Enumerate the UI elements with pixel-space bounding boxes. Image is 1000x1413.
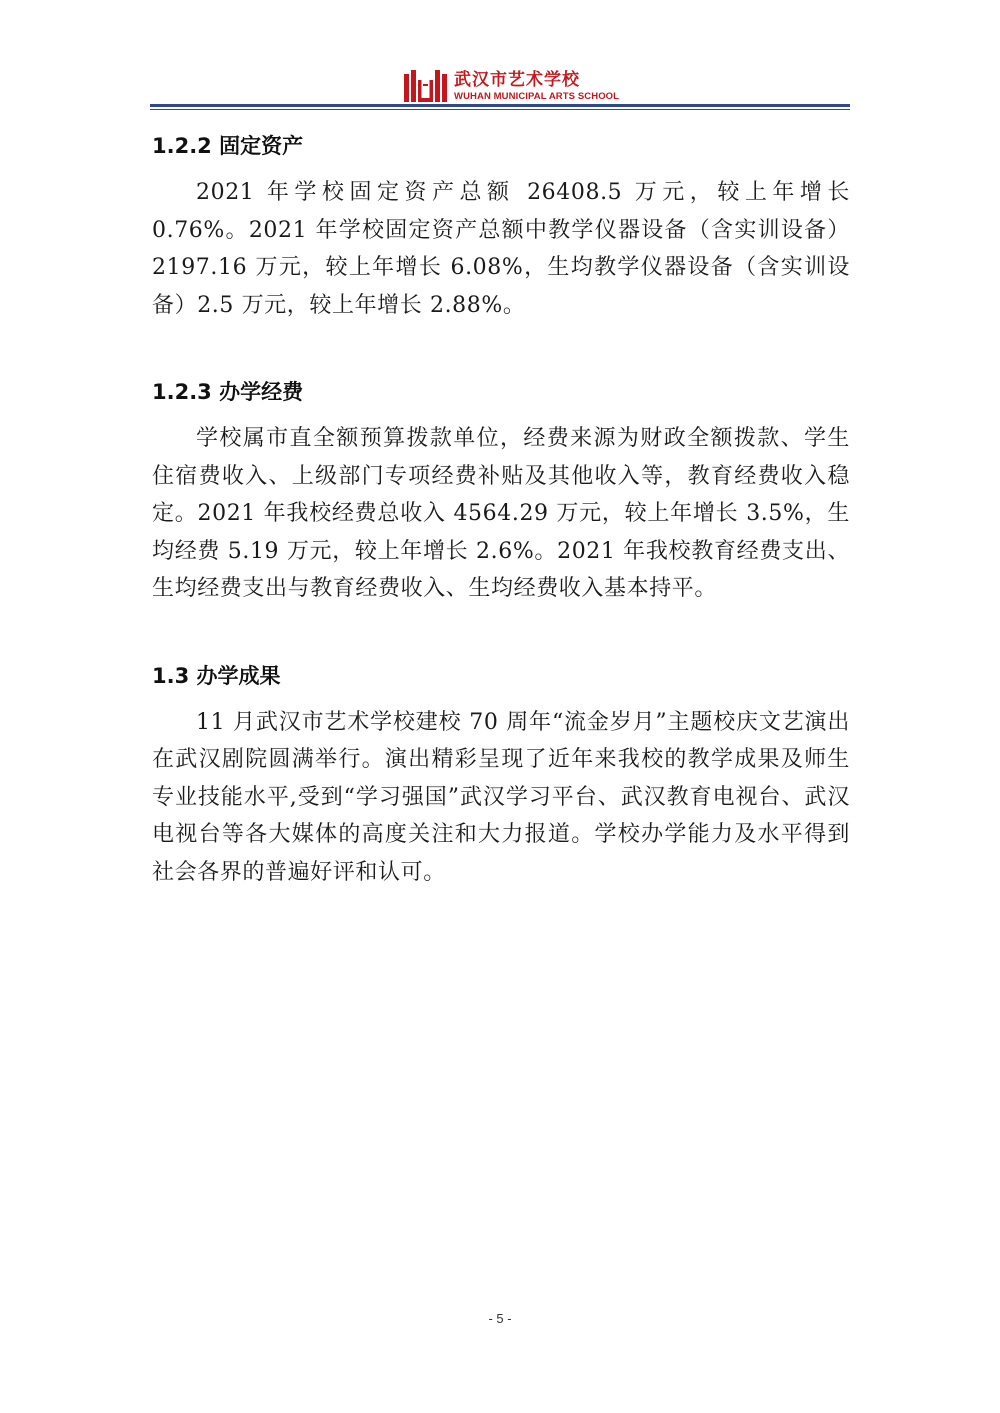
document-body	[152, 128, 850, 891]
header-rule-thin	[150, 109, 850, 110]
section-title-school-funding: 1.2.3 办学经费	[152, 380, 304, 404]
section-title-achievements: 1.3 办学成果	[152, 663, 281, 688]
school-name-en: WUHAN MUNICIPAL ARTS SCHOOL	[454, 91, 620, 102]
paragraph-fixed-assets: 2021 年学校固定资产总额 26408.5 万元，较上年增长0.76%。2021 年学校固定资产总额中教学仪器设备（含实训设备）2197.16 万元，较上年增长 6.08%，生均教学仪器设备（含实训设备）2.5 万元，较上年增长 2.88%。	[152, 180, 850, 318]
section-title-fixed-assets: 1.2.2 固定资产	[152, 134, 304, 158]
school-name-cn: 武汉市艺术学校	[454, 70, 580, 90]
page-number: - 5 -	[488, 1311, 512, 1326]
paragraph-achievements: 11 月武汉市艺术学校建校 70 周年“流金岁月”主题校庆文艺演出在武汉剧院圆满举行。演出精彩呈现了近年来我校的教学成果及师生专业技能水平,受到“学习强国”武汉学习平台、武汉教育电视台、武汉电视台等各大媒体的高度关注和大力报道。学校办学能力及水平得到社会各界的普遍好评和认可。	[152, 709, 850, 885]
paragraph-school-funding: 学校属市直全额预算拨款单位，经费来源为财政全额拨款、学生住宿费收入、上级部门专项经费补贴及其他收入等，教育经费收入稳定。2021 年我校经费总收入 4564.29 万元，较上年增长 3.5%，生均经费 5.19 万元，较上年增长 2.6%。2021 年我校教育经费支出、生均经费支出与教育经费收入、生均经费收入基本持平。	[152, 426, 850, 601]
school-logo	[403, 70, 619, 104]
school-emblem-icon	[403, 70, 448, 104]
page-header	[150, 60, 850, 110]
header-rule-thick	[150, 104, 850, 107]
